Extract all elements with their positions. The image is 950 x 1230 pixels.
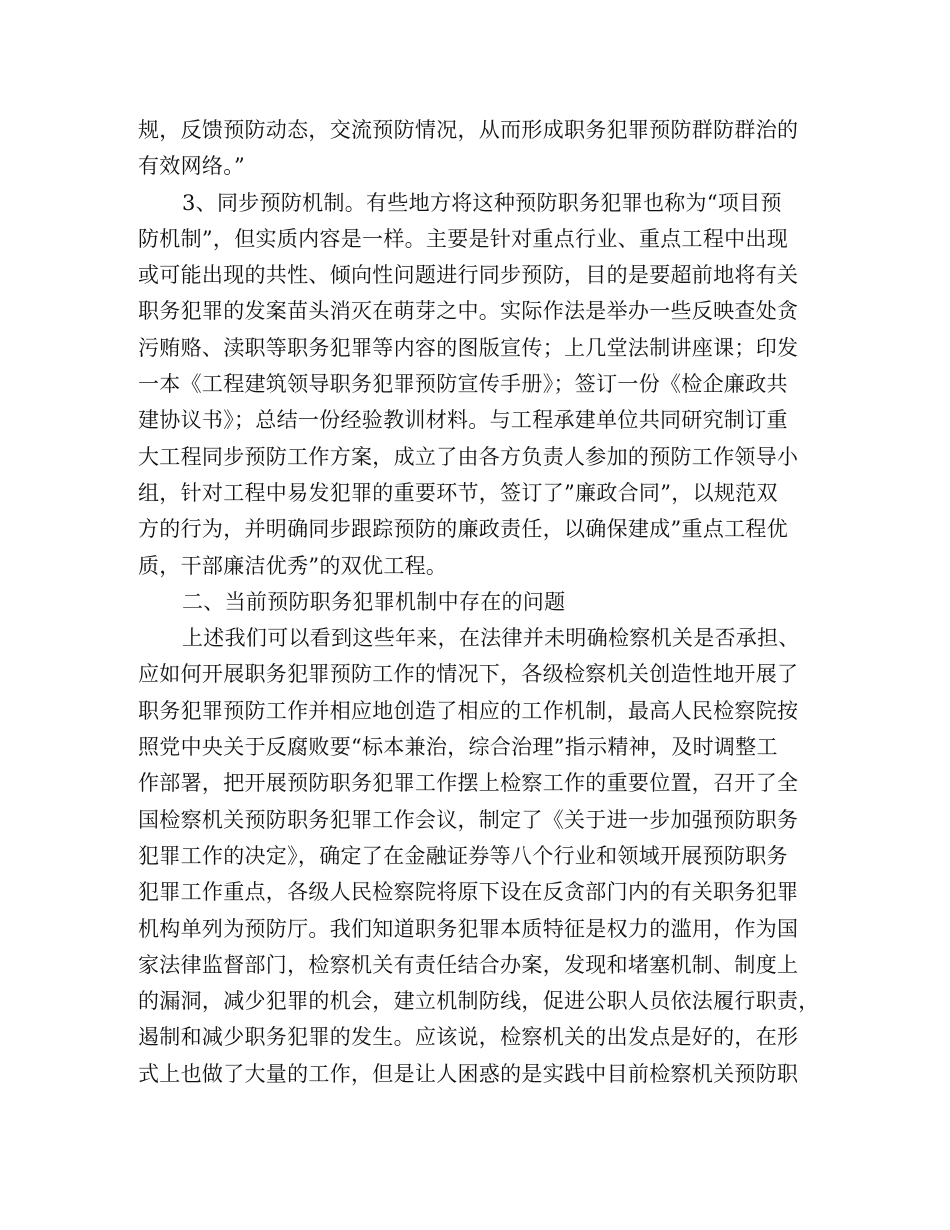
text-line: 3、同步预防机制。有些地方将这种预防职务犯罪也称为“项目预 [182, 190, 782, 215]
text-line: 质，干部廉洁优秀”的双优工程。 [138, 553, 448, 578]
text-line: 机构单列为预防厅。我们知道职务犯罪本质特征是权力的滥用，作为国 [138, 916, 799, 941]
text-line: 污贿赂、渎职等职务犯罪等内容的图版宣传；上几堂法制讲座课；印发 [138, 335, 799, 360]
text-line: 犯罪工作重点，各级人民检察院将原下设在反贪部门内的有关职务犯罪 [138, 880, 799, 905]
text-line: 上述我们可以看到这些年来，在法律并未明确检察机关是否承担、 [182, 626, 800, 651]
text-line: 有效网络。” [138, 154, 246, 179]
text-line: 或可能出现的共性、倾向性问题进行同步预防，目的是要超前地将有关 [138, 263, 799, 288]
text-line: 犯罪工作的决定》，确定了在金融证券等八个行业和领域开展预防职务 [138, 843, 788, 868]
text-line: 职务犯罪的发案苗头消灭在萌芽之中。实际作法是举办一些反映查处贪 [138, 299, 799, 324]
text-line: 遏制和减少职务犯罪的发生。应该说，检察机关的出发点是好的，在形 [138, 1025, 799, 1050]
text-line: 二、当前预防职务犯罪机制中存在的问题 [182, 589, 566, 614]
text-line: 应如何开展职务犯罪预防工作的情况下，各级检察机关创造性地开展了 [138, 662, 799, 687]
document-body [138, 112, 818, 1092]
text-line: 方的行为，并明确同步跟踪预防的廉政责任，以确保建成”重点工程优 [138, 517, 789, 542]
text-line: 大工程同步预防工作方案，成立了由各方负责人参加的预防工作领导小 [138, 444, 799, 469]
text-line: 作部署，把开展预防职务犯罪工作摆上检察工作的重要位置，召开了全 [138, 771, 799, 796]
text-line: 照党中央关于反腐败要“标本兼治，综合治理”指示精神，及时调整工 [138, 735, 778, 760]
text-line: 规，反馈预防动态，交流预防情况，从而形成职务犯罪预防群防群治的 [138, 118, 799, 142]
text-line: 家法律监督部门，检察机关有责任结合办案，发现和堵塞机制、制度上 [138, 952, 799, 977]
text-line: 的漏洞，减少犯罪的机会，建立机制防线，促进公职人员依法履行职责， [138, 989, 820, 1014]
text-line: 防机制”，但实质内容是一样。主要是针对重点行业、重点工程中出现 [138, 226, 789, 251]
text-line: 国检察机关预防职务犯罪工作会议，制定了《关于进一步加强预防职务 [138, 807, 799, 832]
text-line: 一本《工程建筑领导职务犯罪预防宣传手册》；签订一份《检企廉政共 [138, 372, 788, 397]
text-line: 职务犯罪预防工作并相应地创造了相应的工作机制，最高人民检察院按 [138, 698, 799, 723]
text-line: 式上也做了大量的工作，但是让人困惑的是实践中目前检察机关预防职 [138, 1061, 799, 1086]
text-line: 组，针对工程中易发犯罪的重要环节，签订了”廉政合同”，以规范双 [138, 480, 778, 505]
text-line: 建协议书》；总结一份经验教训材料。与工程承建单位共同研究制订重 [138, 408, 788, 433]
